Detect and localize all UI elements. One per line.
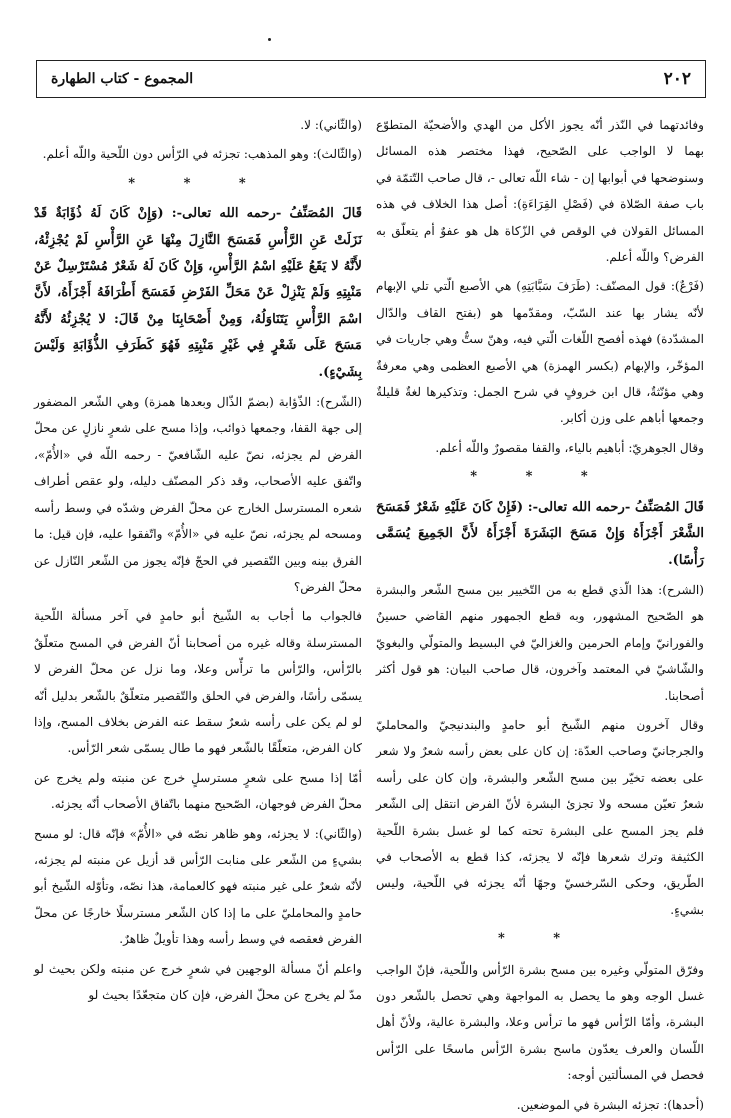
left-column	[34, 112, 362, 1102]
paragraph: وفرّق المتولّي وغيره بين مسح بشرة الرّأس واللّحية، فإنّ الواجب غسل الوجه وهو ما يحصل به المواجهة وهي تحصل بالشّعر دون البشرة، وأمّا الرّأس فهو ما ترأس وعلا، والبشرة عالية، ولأنّ أهل اللّسان والعرف يعدّون ماسح بشرة الرّأس ماسحًا على الرّأس فحصل في المسألتين أوجه:	[376, 962, 704, 1083]
paragraph: (والثّاني): لا يجزئه، وهو ظاهر نصّه في «الأُمّ» فإنّه قال: لو مسح بشيءٍ من الشّعر على منابت الرّأس قد أزيل عن منبته لم يجزئه، لأنّه شعرٌ على غير منبته فهو كالعمامة، هذا نصّه، وتأوّله الشّيخ أبو حامدٍ والمحامليّ على ما إذا كان الشّعر مسترسلًا خارجًا عن محلّ الفرض فعقصه في وسط رأسه وهذا تأويلٌ ظاهرٌ.	[34, 826, 362, 947]
paragraph: (أحدها): تجزئه البشرة في الموضعين.	[516, 1097, 704, 1112]
page-number: ٢٠٢	[663, 69, 691, 89]
paragraph: وقال الجوهريّ: أباهيم بالياء، والقفا مقصورٌ واللّه أعلم.	[435, 440, 704, 455]
author-text: قَالَ المُصَنِّفُ -رحمه الله تعالى-: (وَإِنْ كَانَ لَهُ ذُؤَابَةٌ قَدْ نَزَلَتْ عَنِ الرَّأْسِ فَمَسَحَ النَّازِلَ مِنْهَا عَنِ الرَّأْسِ لَمْ يُجْزِئْهُ، لأَنَّهُ لا يَقَعُ عَلَيْهِ اسْمُ الرَّأْسِ، وَإِنْ كَانَ لَهُ شَعْرٌ مُسْتَرْسِلٌ عَنْ مَنْبِتِهِ وَلَمْ يَنْزِلْ عَنْ مَحَلِّ الفَرْضِ فَمَسَحَ أَطْرَافَهُ أَجْزَأَهُ، لأَنَّ اسْمَ الرَّأْسِ يَتَنَاوَلُهُ، وَمِنْ أَصْحَابِنَا مِنْ قَالَ: لا يُجْزِئُهُ لأَنَّهُ مَسَحَ عَلَى شَعْرٍ فِي غَيْرِ مَنْبِتِهِ فَهُوَ كَطَرَفِ الذُّؤَابَةِ وَلَيْسَ بِشَيْءٍ).	[34, 206, 362, 380]
right-column	[376, 112, 704, 1112]
section-divider: * * *	[128, 175, 268, 191]
paragraph: (والثّاني): لا.	[300, 118, 362, 132]
page-mark	[268, 38, 271, 41]
paragraph: (فَرْعٌ): قول المصنّف: (طَرَفَ سَبَّابَتِهِ) هي الأصبع الّتي تلي الإبهام لأنّه يشار بها عند السّبّ، ومقدّمها هو (بفتح القاف والدّال المشدّدة) فهذه أفصح اللّغات الّتي فيه، وهنّ ستٌّ وهي جاريات في المؤخّر، والإبهام (بكسر الهمزة) هي الأصبع العظمى وهي معرفةٌ وهي مؤنّثةٌ، قال ابن خروفٍ في شرح الجمل: وتذكيرها لغةٌ قليلةٌ وجمعها أباهم على وزن أكابر.	[376, 279, 704, 426]
paragraph: واعلم أنّ مسألة الوجهين في شعرٍ خرج عن منبته ولكن بحيث لو مدّ لم يخرج عن محلّ الفرض، فإن كان متجعّدًا بحيث لو	[34, 961, 362, 1002]
paragraph: (الشّرح): الذّؤابة (بضمّ الذّال وبعدها همزة) وهي الشّعر المضفور إلى جهة القفا، وجمعها ذوائب، وإذا مسح على شعرٍ نازلٍ عن محلّ الفرض لم يجزئه، نصّ عليه الشّافعيّ - رحمه اللّه في «الأُمّ»، واتّفق عليه الأصحاب، وقد ذكر المصنّف دليله، ولو عقص أطراف شعره المسترسل الخارج عن محلّ الفرض وشدّه في وسط رأسه ومسحه لم يجزئه، نصّ عليه في «الأُمّ» واتّفقوا عليه، فإن قيل: ما الفرق بينه وبين التّقصير في الحجّ فإنّه يجوز من الشّعر النّازل عن محلّ الفرض؟	[34, 395, 362, 594]
paragraph: (الشرح): هذا الّذي قطع به من التّخيير بين مسح الشّعر والبشرة هو الصّحيح المشهور، وبه قطع الجمهور منهم القاضي حسينٌ والفورانيّ وإمام الحرمين والغزاليّ في البسيط والمتولّي والبغويّ والشّاشيّ في المعتمد وآخرون، قال صاحب البيان: هو قول أكثر أصحابنا.	[376, 582, 704, 703]
page-header	[36, 60, 706, 98]
paragraph: فالجواب ما أجاب به الشّيخ أبو حامدٍ في آخر مسألة اللّحية المسترسلة وقاله غيره من أصحابنا أنّ الفرض في المسح متعلّقٌ بالرّأس، والرّأس ما ترأّس وعلا، وما نزل عن محلّ الفرض لا يسمّى رأسًا، والفرض في الحلق والتّقصير متعلّقٌ بالشّعر بدليل أنّه لو لم يكن على رأسه شعرٌ سقط عنه الفرض بخلاف المسح، وإذا كان الفرض، متعلّقًا بالشّعر فهو ما طال يسمّى شعر الرّأس.	[34, 609, 362, 756]
author-text: قَالَ المُصَنِّفُ -رحمه الله تعالى-: (فَإِنْ كَانَ عَلَيْهِ شَعْرٌ فَمَسَحَ الشَّعْرَ أَجْزَأَهُ وَإِنْ مَسَحَ البَشَرَةَ أَجْزَأَهُ لأَنَّ الجَمِيعَ يُسَمَّى رَأْسًا).	[376, 499, 704, 568]
paragraph: (والثّالث): وهو المذهب: تجزئه في الرّأس دون اللّحية واللّه أعلم.	[42, 147, 362, 162]
section-divider: * *	[497, 931, 583, 947]
paragraph: وفائدتهما في النّذر أنّه يجوز الأكل من الهدي والأضحيّة المتطوّع بهما لا الواجب على الصّحيح، فهذا مختصر هذه المسائل وسنوضحها في أبوابها إن - شاء اللّه تعالى -، قال صاحب التّتمّة في باب صفة الصّلاة في (فَصْلِ القِرَاءَةِ): أصل هذا الخلاف في هذه المسائل القولان في الوقص في الزّكاة هل هو عفوٌ أم يتعلّق به الفرض؟ واللّه أعلم.	[376, 118, 704, 265]
section-divider: * * *	[470, 469, 610, 485]
paragraph: وقال آخرون منهم الشّيخ أبو حامدٍ والبندنيجيّ والمحامليّ والجرجانيّ وصاحب العدّة: إن كان على بعض رأسه شعرٌ ولا شعر على بعضه تخيّر بين مسح الشّعر والبشرة، وإن كان على رأسه شعرٌ تعيّن مسحه ولا تجزئ البشرة لأنّ الفرض انتقل إلى الشّعر فلم يجز المسح على البشرة تحته كما لو غسل بشرة اللّحية الكثيفة وترك شعرها فإنّه لا يجزئه، كذا قطع به الأصحاب في الطّريق، وحكى السّرخسيّ وجهًا أنّه يجزئه في اللّحية، وليس بشيءٍ.	[376, 717, 704, 917]
paragraph: أمّا إذا مسح على شعرٍ مسترسلٍ خرج عن منبته ولم يخرج عن محلّ الفرض فوجهان، الصّحيح منهما باتّفاق الأصحاب أنّه يجزئه.	[34, 770, 362, 812]
running-title: المجموع - كتاب الطهارة	[51, 71, 194, 87]
